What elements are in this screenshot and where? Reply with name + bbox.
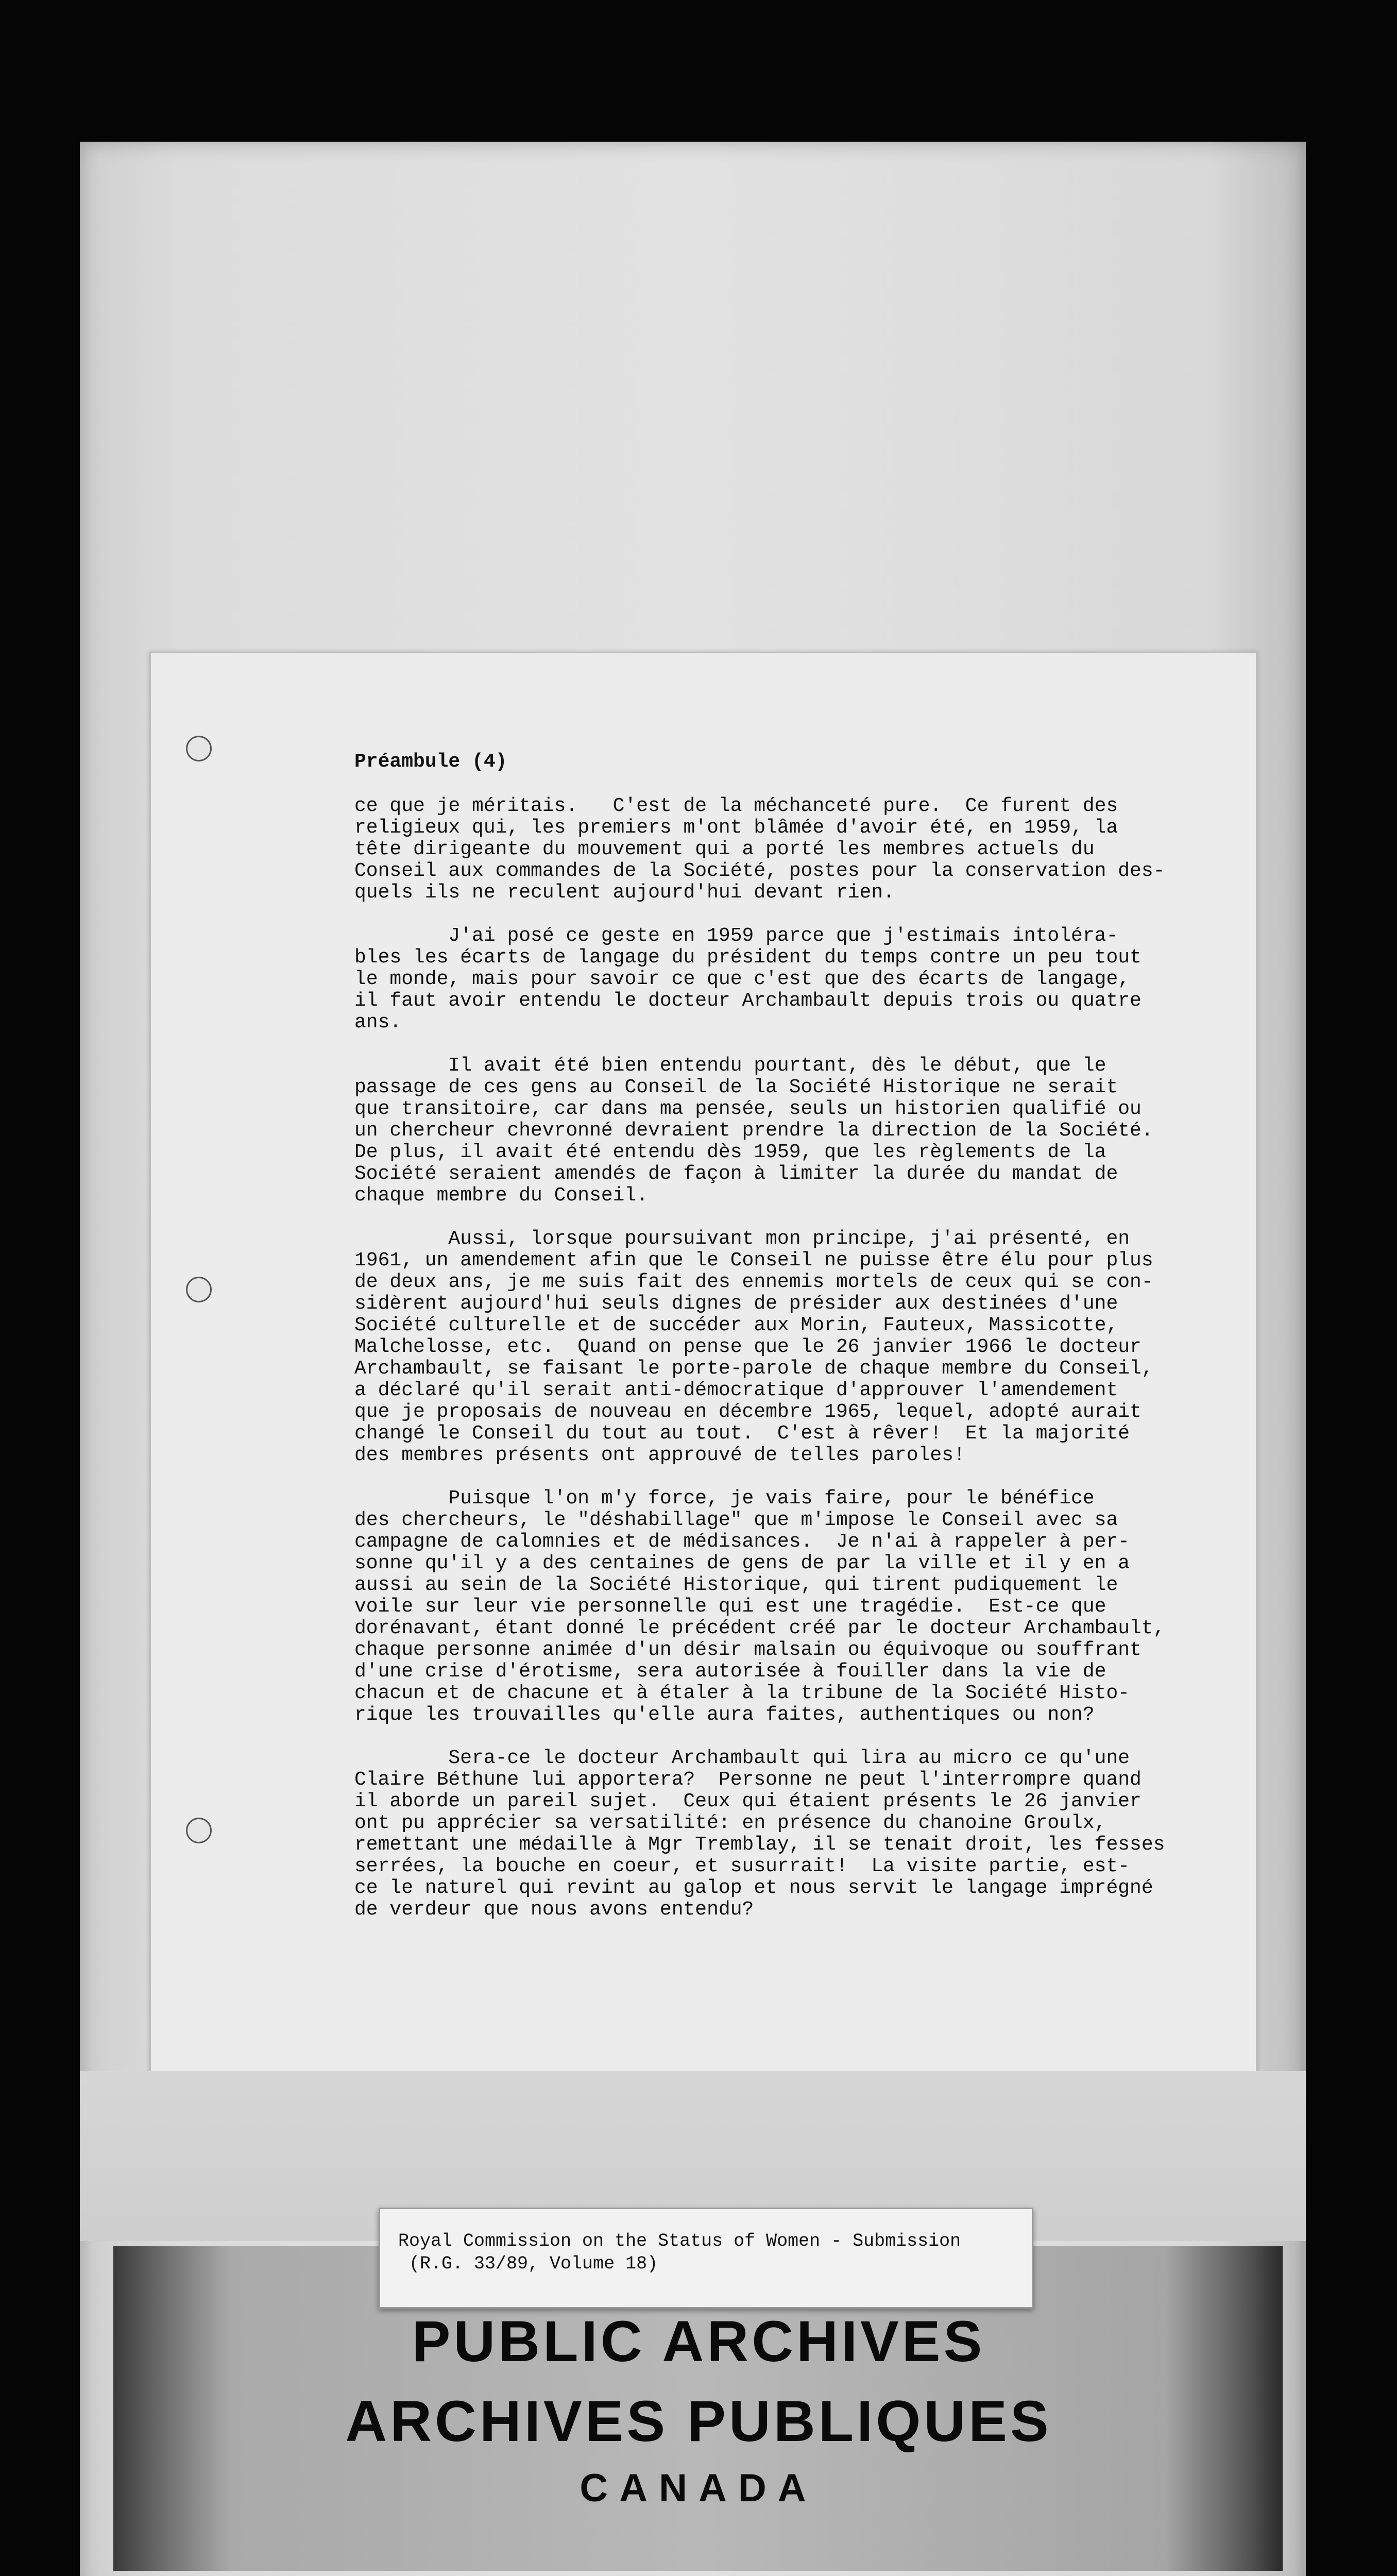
- citation-slip: [379, 2208, 1033, 2309]
- paragraph: ce que je méritais. C'est de la méchanceté pure. Ce furent des religieux qui, les premiers m'ont blâmée d'avoir été, en 1959, la tête dirigeante du mouvement qui a porté les membres actuels du Conseil aux commandes de la Société, postes pour la conservation des- quels ils ne reculent aujourd'hui devant rien.: [354, 795, 1165, 904]
- stamp-line-canada: CANADA: [580, 2466, 817, 2510]
- stamp-line-archives-publiques: ARCHIVES PUBLIQUES: [345, 2389, 1052, 2453]
- citation-line-1: Royal Commission on the Status of Women - Submission: [398, 2231, 961, 2251]
- punch-hole-middle: [186, 1277, 212, 1302]
- paragraph: Il avait été bien entendu pourtant, dès le début, que le passage de ces gens au Conseil de la Société Historique ne serait que transitoire, car dans ma pensée, seuls un historien qualifié ou un chercheur chevronné devraient prendre la direction de la Société. De plus, il avait été entendu dès 1959, que les règlements de la Société seraient amendés de façon à limiter la durée du mandat de chaque membre du Conseil.: [354, 1055, 1153, 1207]
- paragraph: Sera-ce le docteur Archambault qui lira au micro ce qu'une Claire Béthune lui apportera? Personne ne peut l'interrompre quand il aborde un pareil sujet. Ceux qui étaient présents le 26 janvier ont pu apprécier sa versatilité: en présence du chanoine Groulx, remettant une médaille à Mgr Tremblay, il se tenait droit, les fesses serrées, la bouche en coeur, et susurrait! La visite partie, est- ce le naturel qui revint au galop et nous servit le langage imprégné de verdeur que nous avons entendu?: [354, 1747, 1165, 1921]
- citation-line-2: (R.G. 33/89, Volume 18): [398, 2253, 658, 2274]
- paragraph: J'ai posé ce geste en 1959 parce que j'estimais intoléra- bles les écarts de langage du président du temps contre un peu tout le monde, mais pour savoir ce que c'est que des écarts de langage, il faut avoir entendu le docteur Archambault depuis trois ou quatre ans.: [354, 925, 1142, 1033]
- page-title: Préambule (4): [354, 751, 507, 773]
- paragraph: Aussi, lorsque poursuivant mon principe, j'ai présenté, en 1961, un amendement afin que le Conseil ne puisse être élu pour plus de deux ans, je me suis fait des ennemis mortels de ceux qui se con- sidèrent aujourd'hui seuls dignes de présider aux destinées d'une Société culturelle et de succéder aux Morin, Fauteux, Massicotte, Malchelosse, etc. Quand on pense que le 26 janvier 1966 le docteur Archambault, se faisant le porte-parole de chaque membre du Conseil, a déclaré qu'il serait anti-démocratique d'approuver l'amendement que je proposais de nouveau en décembre 1965, lequel, adopté aurait changé le Conseil du tout au tout. C'est à rêver! Et la majorité des membres présents ont approuvé de telles paroles!: [354, 1228, 1153, 1466]
- page-body: [354, 751, 1165, 1942]
- punch-hole-bottom: [186, 1818, 212, 1843]
- typed-page: [149, 652, 1257, 2074]
- paragraph: Puisque l'on m'y force, je vais faire, pour le bénéfice des chercheurs, le "déshabillage" que m'impose le Conseil avec sa campagne de calomnies et de médisances. Je n'ai à rappeler à per- sonne qu'il y a des centaines de gens de par la ville et il y en a aussi au sein de la Société Historique, qui tirent pudiquement le voile sur leur vie personnelle qui est une tragédie. Est-ce que dorénavant, étant donné le précédent créé par le docteur Archambault, chaque personne animée d'un désir malsain ou équivoque ou souffrant d'une crise d'érotisme, sera autorisée à fouiller dans la vie de chacun et de chacune et à étaler à la tribune de la Société Histo- rique les trouvailles qu'elle aura faites, authentiques ou non?: [354, 1487, 1165, 1726]
- archive-stamp: [0, 2308, 1397, 2514]
- punch-hole-top: [186, 736, 212, 761]
- stamp-line-public-archives: PUBLIC ARCHIVES: [412, 2309, 985, 2374]
- citation-text: [398, 2230, 961, 2275]
